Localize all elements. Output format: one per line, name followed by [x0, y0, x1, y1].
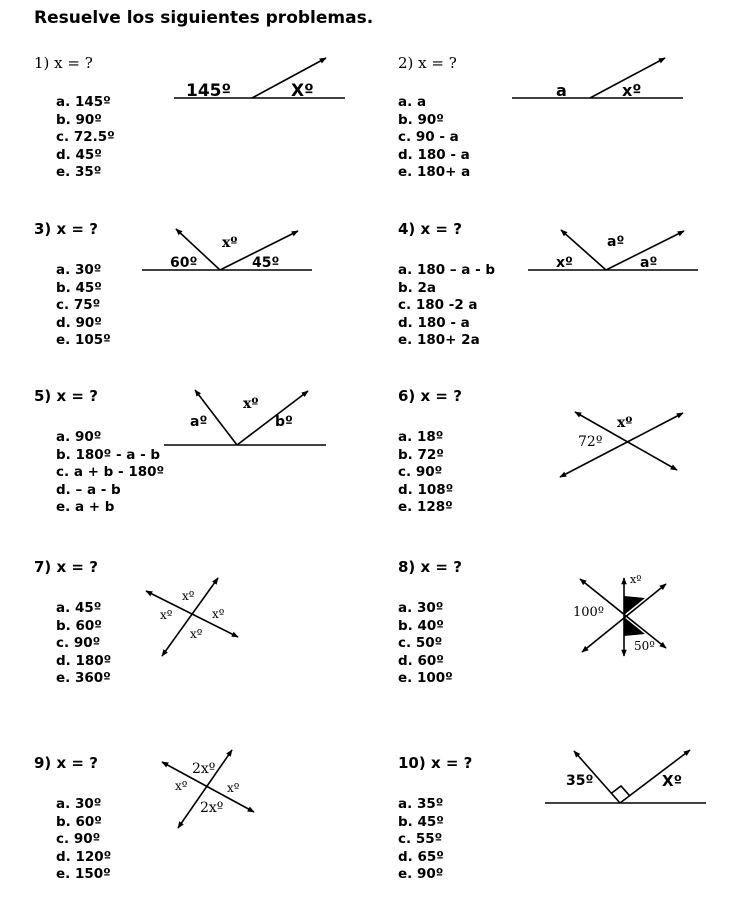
figure-6-label-72: 72º: [578, 434, 603, 450]
problem-1-option-b: b. 90º: [56, 111, 102, 128]
problem-8-option-d: d. 60º: [398, 652, 444, 669]
problem-7-option-b: b. 60º: [56, 617, 102, 634]
figure-9-label-2x-bottom: 2xº: [200, 800, 224, 816]
figure-3-label-x: xº: [222, 235, 238, 251]
problem-4-option-b: b. 2a: [398, 279, 436, 296]
problem-4-option-d: d. 180 - a: [398, 314, 470, 331]
problem-8-option-e: e. 100º: [398, 670, 453, 687]
problem-5-question: 5) x = ?: [34, 387, 98, 405]
problem-3-option-a: a. 30º: [56, 262, 102, 278]
problem-10-option-e: e. 90º: [398, 866, 444, 883]
figure-10-label-x: Xº: [662, 772, 683, 790]
problem-2-option-d: d. 180 - a: [398, 146, 470, 163]
problem-3-option-e: e. 105º: [56, 332, 111, 349]
problem-1-option-e: e. 35º: [56, 164, 102, 181]
problem-4-question: 4) x = ?: [398, 220, 462, 238]
problem-5-option-b: b. 180º - a - b: [56, 446, 161, 463]
figure-8-label-x: xº: [630, 573, 642, 586]
problem-5-option-e: e. a + b: [56, 499, 115, 516]
page-title: Resuelve los siguientes problemas.: [34, 8, 374, 28]
figure-1-label-x: Xº: [291, 81, 314, 101]
figure-1-ray: [252, 58, 326, 98]
problem-8-option-a: a. 30º: [398, 600, 444, 616]
figure-8-shaded-angle-bottom: [624, 617, 645, 636]
problem-5-option-d: d. – a - b: [56, 481, 121, 498]
problem-2-option-a: a. a: [398, 94, 427, 110]
problem-9-option-a: a. 30º: [56, 796, 102, 812]
problem-4-option-c: c. 180 -2 a: [398, 297, 478, 314]
figure-2-label-x: xº: [622, 81, 642, 100]
figure-7-label-x-right: xº: [212, 607, 225, 621]
problem-8-option-b: b. 40º: [398, 617, 444, 634]
figure-8-shaded-angle-top: [624, 596, 645, 615]
problem-2-option-c: c. 90 - a: [398, 129, 459, 146]
problem-6-option-d: d. 108º: [398, 481, 454, 498]
problem-6-question: 6) x = ?: [398, 387, 462, 405]
problem-10-option-a: a. 35º: [398, 796, 444, 812]
problem-10-question: 10) x = ?: [398, 754, 473, 772]
figure-7-label-x-top: xº: [182, 589, 195, 603]
problem-9-option-b: b. 60º: [56, 813, 102, 830]
problem-10-option-c: c. 55º: [398, 831, 443, 848]
problem-2-question: 2) x = ?: [398, 54, 457, 72]
problem-3-option-d: d. 90º: [56, 314, 102, 331]
figure-4-label-x: xº: [556, 255, 573, 271]
problem-7-option-d: d. 180º: [56, 652, 112, 669]
problem-5-option-c: c. a + b - 180º: [56, 464, 165, 481]
problem-6-option-b: b. 72º: [398, 446, 444, 463]
problem-10-option-b: b. 45º: [398, 813, 444, 830]
problem-3-option-b: b. 45º: [56, 279, 102, 296]
problem-7-option-a: a. 45º: [56, 600, 102, 616]
figure-9-label-x-left: xº: [175, 779, 188, 793]
figure-10-label-35: 35º: [566, 773, 594, 789]
problem-3-question: 3) x = ?: [34, 220, 98, 238]
figure-9-label-2x-top: 2xº: [192, 761, 216, 777]
problem-7-question: 7) x = ?: [34, 558, 98, 576]
figure-8-label-100: 100º: [573, 605, 604, 620]
figure-2-label-a: a: [556, 81, 567, 100]
figure-4-label-a-top: aº: [607, 234, 625, 250]
figure-7-label-x-bottom: xº: [190, 627, 203, 641]
figure-8-label-50: 50º: [634, 639, 655, 653]
problem-9-option-d: d. 120º: [56, 848, 112, 865]
problem-6-option-a: a. 18º: [398, 429, 444, 445]
problem-9-option-e: e. 150º: [56, 866, 111, 883]
problem-5-option-a: a. 90º: [56, 429, 102, 445]
problem-8-option-c: c. 50º: [398, 635, 443, 652]
problem-1-question: 1) x = ?: [34, 54, 93, 72]
problem-1-option-a: a. 145º: [56, 94, 111, 110]
problem-7-option-e: e. 360º: [56, 670, 111, 687]
problem-2-option-e: e. 180+ a: [398, 164, 471, 181]
figure-9-label-x-right: xº: [227, 781, 240, 795]
problem-9-question: 9) x = ?: [34, 754, 98, 772]
figure-10-right-angle-mark: [611, 786, 629, 796]
problem-7-option-c: c. 90º: [56, 635, 101, 652]
figure-5-label-a: aº: [190, 414, 208, 430]
figure-5-label-b: bº: [275, 414, 293, 430]
problem-3-option-c: c. 75º: [56, 297, 101, 314]
problem-4-option-e: e. 180+ 2a: [398, 332, 480, 349]
problem-10-option-d: d. 65º: [398, 848, 444, 865]
problem-8-question: 8) x = ?: [398, 558, 462, 576]
problem-6-option-e: e. 128º: [398, 499, 453, 516]
figure-3-label-60: 60º: [170, 255, 198, 271]
problem-1-option-d: d. 45º: [56, 146, 102, 163]
figure-5-label-x: xº: [243, 396, 259, 412]
problem-2-option-b: b. 90º: [398, 111, 444, 128]
figure-1-label-145: 145º: [186, 81, 232, 101]
figure-2: [512, 58, 683, 98]
problem-6-option-c: c. 90º: [398, 464, 443, 481]
figure-4-label-a-right: aº: [640, 255, 658, 271]
figure-3-label-45: 45º: [252, 255, 280, 271]
problem-1-option-c: c. 72.5º: [56, 129, 115, 146]
figure-7-label-x-left: xº: [160, 608, 173, 622]
problem-4-option-a: a. 180 – a - b: [398, 262, 496, 278]
figure-6-label-x: xº: [617, 415, 633, 431]
problem-9-option-c: c. 90º: [56, 831, 101, 848]
